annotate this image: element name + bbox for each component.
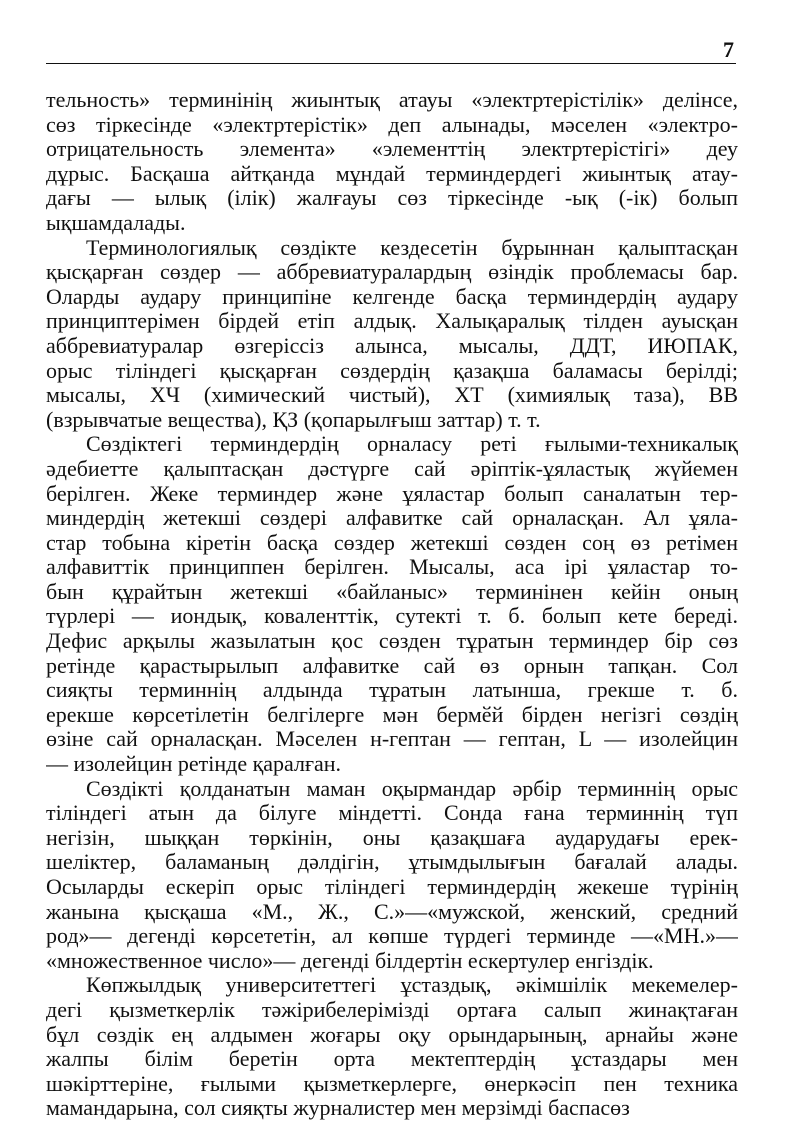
text-line: бын құрайтын жетекші «байланыс» терминінен кейін оның [46, 579, 738, 604]
paragraph [46, 432, 738, 776]
text-line: берілген. Жеке терминдер және ұяластар болып саналатын тер- [46, 481, 738, 506]
paragraph [46, 973, 738, 1121]
text-line: тельность» терминінің жиынтық атауы «электртерістілік» делінсе, [46, 88, 738, 112]
text-line: дағы — ылық (ілік) жалғауы сөз тіркесінде -ық (-ік) болып [46, 186, 738, 211]
text-line: қысқарған сөздер — аббревиатуралардың өзіндік проблемасы бар. [46, 260, 738, 285]
text-line: род»— дегенді көрсететін, ал көпше түрдегі терминде —«МН.»— [46, 924, 738, 949]
text-line: миндердің жетекші сөздері алфавитке сай орналасқан. Ал ұяла- [46, 506, 738, 531]
text-line: «множественное число»— дегенді білдертін ескертулер енгіздік. [46, 948, 654, 973]
text-line: дегі қызметкерлік тәжірибелерімізді ортаға салып жинақтаған [46, 997, 738, 1022]
text-line: өзіне сай орналасқан. Мәселен н-гептан — гептан, L — изолейцин [46, 727, 738, 752]
page-number: 7 [723, 37, 734, 62]
text-line: шеліктер, баламаның дәлдігін, ұтымдылығын бағалай алады. [46, 850, 738, 875]
paragraph [46, 777, 738, 974]
text-line: Осыларды ескеріп орыс тіліндегі терминдердің жекеше түрінің [46, 875, 738, 899]
text-line: мысалы, ХЧ (химический чистый), ХТ (химиялық таза), ВВ [46, 383, 738, 408]
text-line: ретінде қарастырылып алфавитке сай өз орнын тапқан. Сол [46, 653, 738, 678]
paragraph [46, 236, 738, 433]
body-text [46, 88, 738, 1121]
text-line: бұл сөздік ең алдымен жоғары оқу орындарының, арнайы және [46, 1022, 738, 1047]
text-line: — изолейцин ретінде қаралған. [46, 752, 342, 777]
text-line: сияқты терминнің алдында тұратын латынша, грекше т. б. [46, 678, 738, 703]
text-line: мамандарына, сол сияқты журналистер мен мерзімді баспасөз [46, 1096, 630, 1121]
text-line: стар тобына кіретін басқа сөздер жетекші сөзден соң өз ретімен [46, 530, 738, 555]
paragraph [46, 88, 738, 236]
text-line: Сөздікті қолданатын маман оқырмандар әрбір терминнің орыс [86, 776, 738, 801]
text-line: әдебиетте қалыптасқан дәстүрге сай әріптік-ұяластық жүйемен [46, 456, 738, 481]
text-line: жанына қысқаша «М., Ж., С.»—«мужской, женский, средний [46, 899, 738, 924]
text-line: жалпы білім беретін орта мектептердің ұстаздары мен [46, 1047, 738, 1072]
text-line: сөз тіркесінде «электртерістік» деп алынады, мәселен «электро- [46, 112, 738, 137]
text-line: орыс тіліндегі қысқарған сөздердің қазақша баламасы берілді; [46, 358, 738, 383]
text-line: отрицательность элемента» «элементтің электртерістігі» деу [46, 137, 738, 162]
text-line: Дефис арқылы жазылатын қос сөзден тұратын терминдер бір сөз [46, 629, 738, 654]
text-line: (взрывчатые вещества), ҚЗ (қопарылғыш заттар) т. т. [46, 407, 541, 432]
text-line: дұрыс. Басқаша айтқанда мұндай терминдердегі жиынтық атау- [46, 161, 738, 186]
text-line: тіліндегі атын да білуге міндетті. Сонда ғана терминнің түп [46, 801, 738, 826]
header-rule [46, 63, 736, 64]
text-line: ерекше көрсетілетін белгілерге мән бермӗй бірден негізгі сөздің [46, 702, 738, 727]
text-line: алфавиттік принциппен берілген. Мысалы, аса ірі ұяластар то- [46, 555, 738, 580]
text-line: түрлері — иондық, коваленттік, сутекті т. б. болып кете береді. [46, 604, 738, 629]
page-header [46, 38, 736, 64]
text-line: принциптерімен бірдей етіп алдық. Халықаралық тілден ауысқан [46, 309, 738, 334]
text-line: Көпжылдық университеттегі ұстаздық, әкімшілік мекемелер- [86, 973, 738, 998]
text-line: Сөздіктегі терминдердің орналасу реті ғылыми-техникалық [86, 432, 738, 457]
text-line: негізін, шыққан төркінін, оны қазақшаға аударудағы ерек- [46, 825, 738, 850]
text-line: аббревиатуралар өзгеріссіз алынса, мысалы, ДДТ, ИЮПАК, [46, 333, 738, 358]
text-line: шәкірттеріне, ғылыми қызметкерлерге, өнеркәсіп пен техника [46, 1071, 738, 1096]
text-line: Оларды аудару принципіне келгенде басқа терминдердің аудару [46, 284, 738, 309]
text-line: Терминологиялық сөздікте кездесетін бұрыннан қалыптасқан [86, 235, 738, 260]
text-line: ықшамдалады. [46, 210, 186, 235]
